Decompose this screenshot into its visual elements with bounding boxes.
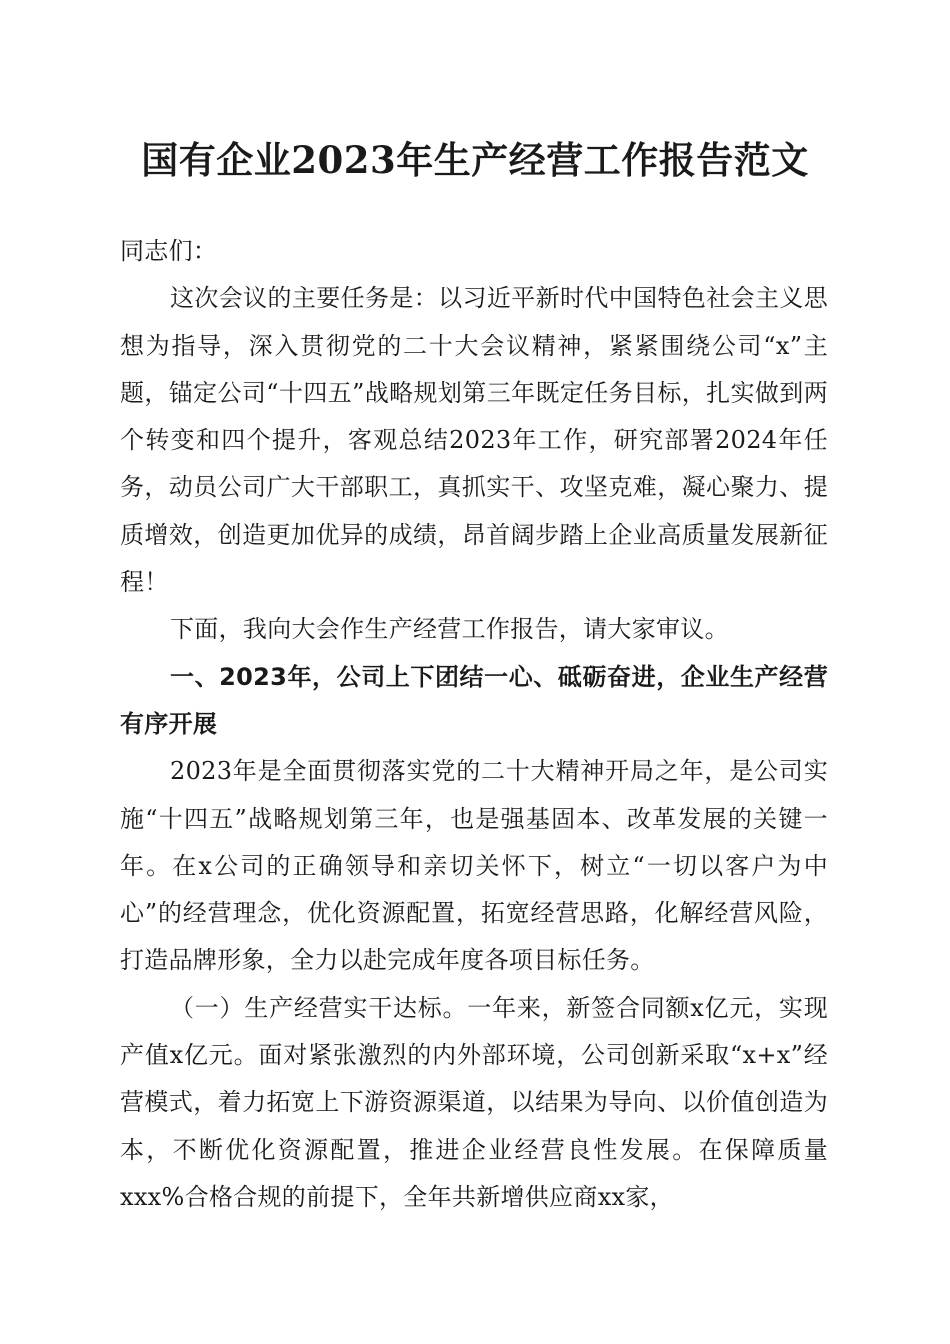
section-heading-1: 一、2023年，公司上下团结一心、砥砺奋进，企业生产经营有序开展	[120, 662, 828, 738]
document-title: 国有企业2023年生产经营工作报告范文	[141, 138, 809, 182]
paragraph-production-results: （一）生产经营实干达标。一年来，新签合同额x亿元，实现产值x亿元。面对紧张激烈的内外部环境，公司创新采取“x+x”经营模式，着力拓宽上下游资源渠道，以结果为导向、以价值创造为本，不断优化资源配置，推进企业经营良性发展。在保障质量xxx%合格合规的前提下，全年共新增供应商xx家，	[120, 993, 828, 1211]
salutation: 同志们：	[120, 237, 218, 265]
paragraph-report-intro: 下面，我向大会作生产经营工作报告，请大家审议。	[170, 615, 729, 644]
paragraph-2023-overview: 2023年是全面贯彻落实党的二十大精神开局之年，是公司实施“十四五”战略规划第三年，也是强基固本、改革发展的关键一年。在x公司的正确领导和亲切关怀下，树立“一切以客户为中心”的经营理念，优化资源配置，拓宽经营思路，化解经营风险，打造品牌形象，全力以赴完成年度各项目标任务。	[120, 757, 828, 975]
document-body	[120, 228, 828, 1221]
paragraph-meeting-task: 这次会议的主要任务是：以习近平新时代中国特色社会主义思想为指导，深入贯彻党的二十大会议精神，紧紧围绕公司“x”主题，锚定公司“十四五”战略规划第三年既定任务目标，扎实做到两个转变和四个提升，客观总结2023年工作，研究部署2024年任务，动员公司广大干部职工，真抓实干、攻坚克难，凝心聚力、提质增效，创造更加优异的成绩，昂首阔步踏上企业高质量发展新征程！	[120, 284, 828, 597]
